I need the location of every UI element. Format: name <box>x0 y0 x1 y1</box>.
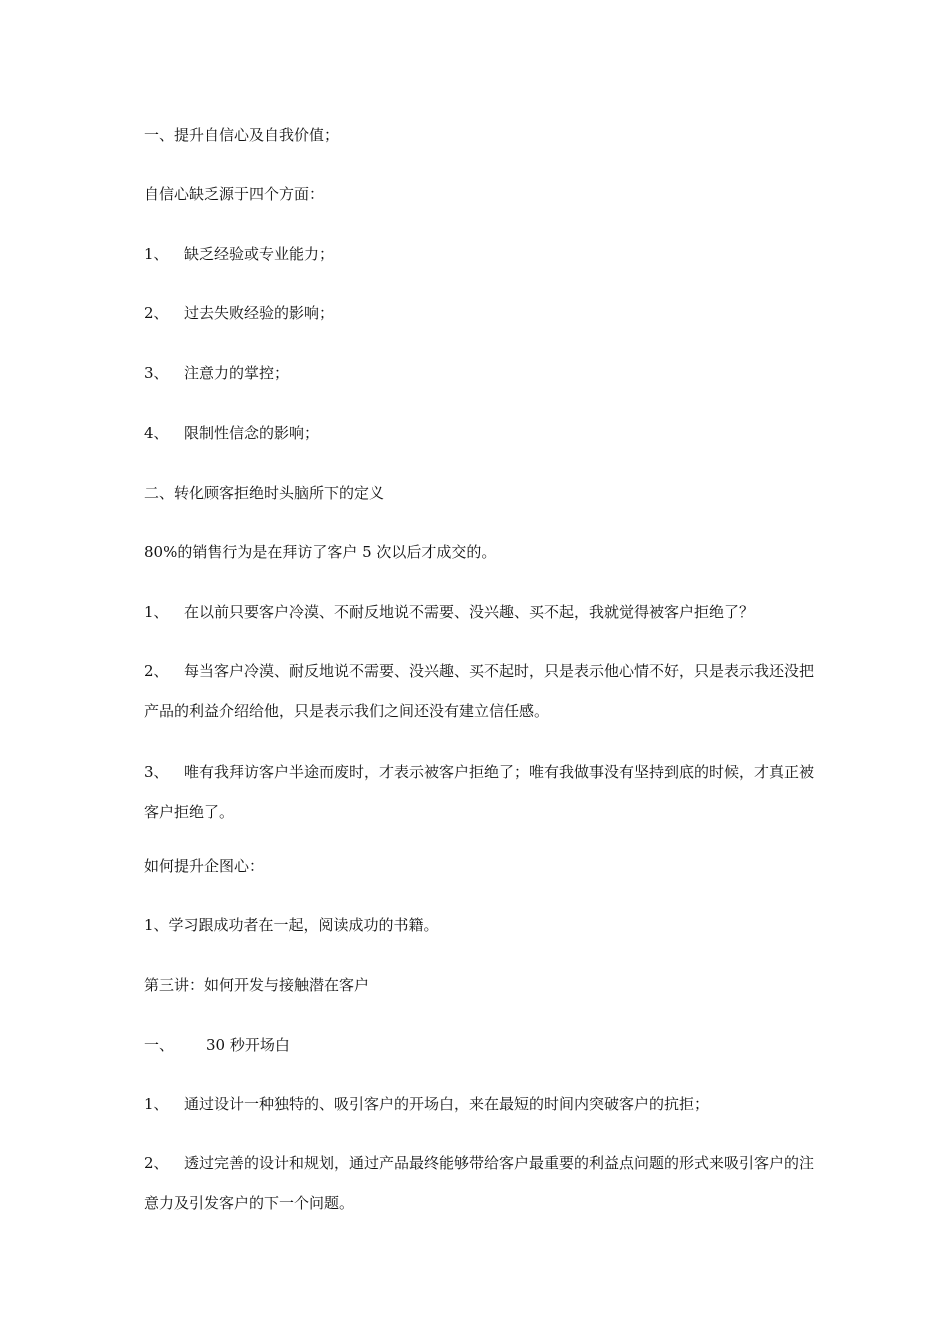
paragraph: 自信心缺乏源于四个方面： <box>144 185 325 203</box>
paragraph: 如何提升企图心： <box>144 857 265 875</box>
list-number: 一、 <box>144 1036 175 1054</box>
list-number: 2、 <box>144 662 169 680</box>
list-text: 在以前只要客户冷漠、不耐反地说不需要、没兴趣、买不起，我就觉得被客户拒绝了？ <box>184 603 755 621</box>
list-text: 注意力的掌控； <box>184 364 290 382</box>
list-number: 1、 <box>144 245 169 263</box>
list-number: 3、 <box>144 763 169 781</box>
list-item <box>144 605 814 620</box>
list-text: 唯有我拜访客户半途而废时，才表示被客户拒绝了；唯有我做事没有坚持到底的时候，才真正被客户拒绝了。 <box>144 763 815 821</box>
list-text: 缺乏经验或专业能力； <box>184 245 335 263</box>
list-number: 4、 <box>144 424 169 442</box>
list-number: 2、 <box>144 304 169 322</box>
list-text: 每当客户冷漠、耐反地说不需要、没兴趣、买不起时，只是表示他心情不好，只是表示我还没把产品的利益介绍给他，只是表示我们之间还没有建立信任感。 <box>144 662 815 720</box>
list-number: 2、 <box>144 1154 169 1172</box>
list-text: 限制性信念的影响； <box>184 424 320 442</box>
section-heading-3: 第三讲：如何开发与接触潜在客户 <box>144 976 370 994</box>
list-number: 1、 <box>144 1095 169 1113</box>
list-item <box>144 366 814 381</box>
paragraph: 80%的销售行为是在拜访了客户 5 次以后才成交的。 <box>144 543 497 561</box>
section-heading-2: 二、转化顾客拒绝时头脑所下的定义 <box>144 484 385 502</box>
section-heading-1: 一、提升自信心及自我价值； <box>144 126 340 144</box>
list-item <box>144 426 814 441</box>
list-item <box>144 247 814 262</box>
list-number: 1、 <box>144 603 169 621</box>
paragraph: 1、学习跟成功者在一起，阅读成功的书籍。 <box>144 916 439 934</box>
list-item <box>144 306 814 321</box>
list-text: 通过设计一种独特的、吸引客户的开场白，来在最短的时间内突破客户的抗拒； <box>184 1095 710 1113</box>
list-item <box>144 1038 814 1053</box>
list-text: 透过完善的设计和规划，通过产品最终能够带给客户最重要的利益点问题的形式来吸引客户的注意力及引发客户的下一个问题。 <box>144 1154 815 1212</box>
list-number: 3、 <box>144 364 169 382</box>
list-text: 过去失败经验的影响； <box>184 304 335 322</box>
list-text: 30 秒开场白 <box>206 1036 290 1054</box>
list-item <box>144 1097 814 1112</box>
list-item <box>144 1143 814 1223</box>
list-item <box>144 752 814 832</box>
list-item <box>144 651 814 731</box>
